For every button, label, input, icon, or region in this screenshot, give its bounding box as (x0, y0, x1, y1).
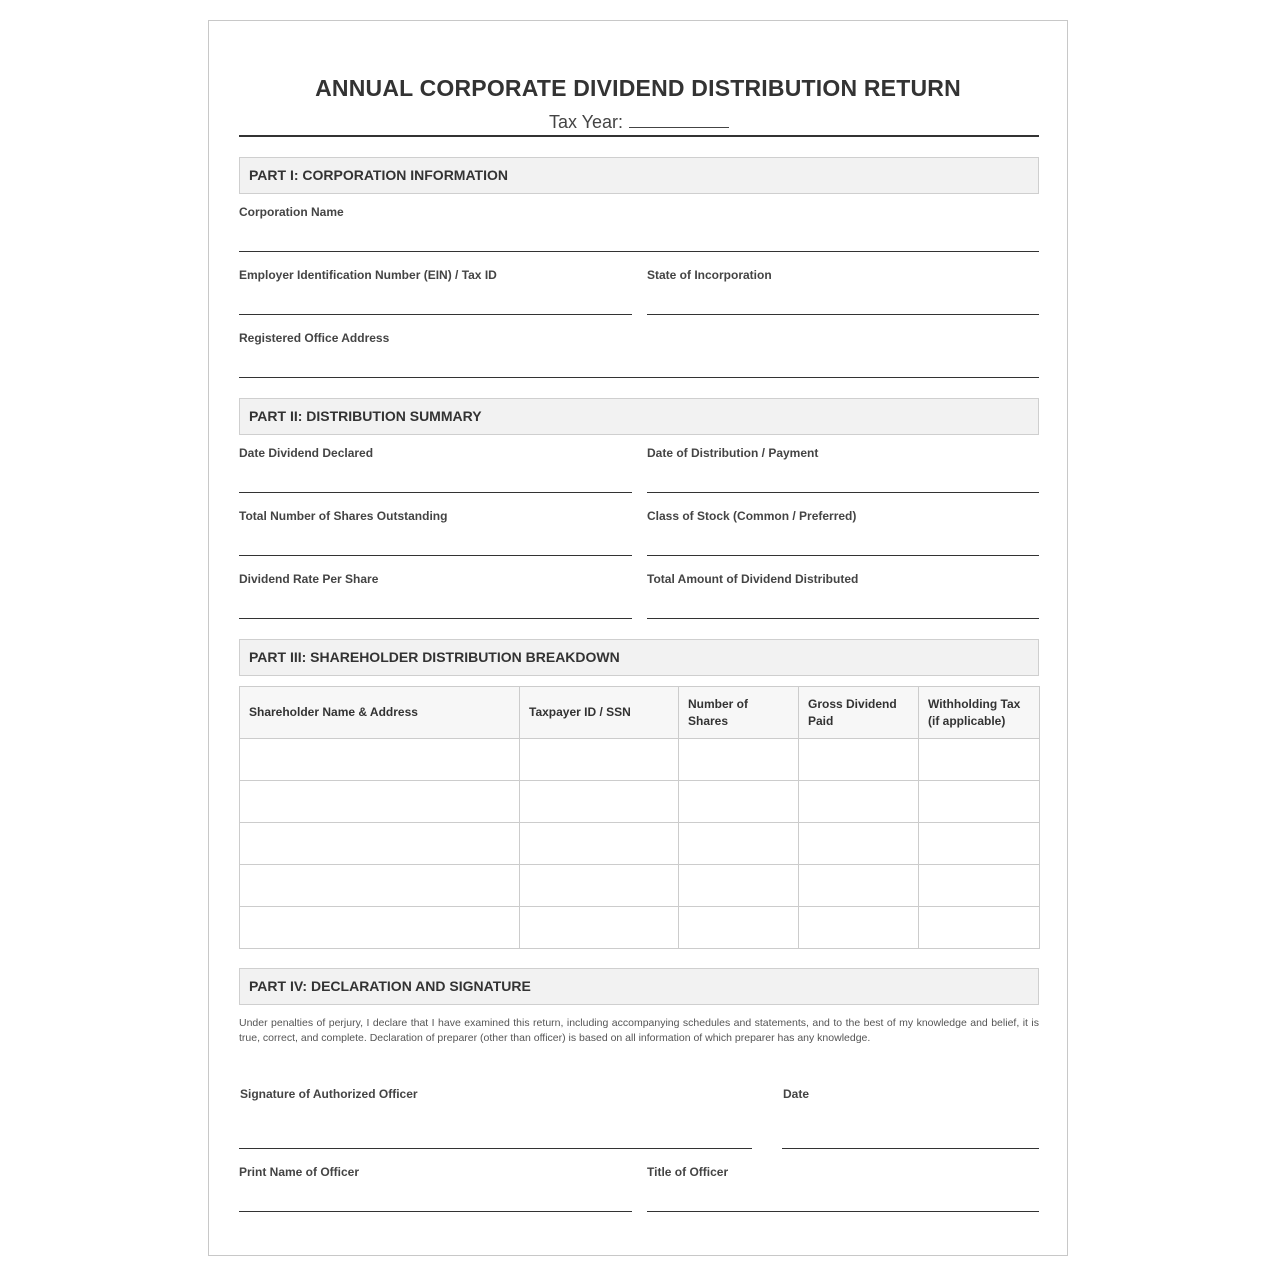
part2-heading: PART II: DISTRIBUTION SUMMARY (239, 398, 1039, 435)
table-cell[interactable] (240, 781, 520, 823)
table-cell[interactable] (799, 781, 919, 823)
table-cell[interactable] (520, 739, 679, 781)
declaration-text: Under penalties of perjury, I declare that I have examined this return, including accompanying schedules and statements, and to the best of my knowledge and belief, it is true, correct, and complete. Declaration of preparer (other than officer) is based on all information of which preparer has any knowledge. (239, 1017, 1039, 1044)
table-cell[interactable] (240, 907, 520, 949)
part3-heading: PART III: SHAREHOLDER DISTRIBUTION BREAKDOWN (239, 639, 1039, 676)
form-page (208, 20, 1068, 1256)
print-name-input-line[interactable] (239, 1211, 632, 1212)
shares-outstanding-label: Total Number of Shares Outstanding (239, 509, 448, 523)
dividend-rate-label: Dividend Rate Per Share (239, 572, 379, 586)
print-name-label: Print Name of Officer (239, 1165, 360, 1179)
table-cell[interactable] (520, 781, 679, 823)
address-input-line[interactable] (239, 377, 1039, 378)
table-cell[interactable] (919, 823, 1040, 865)
date-declared-input-line[interactable] (239, 492, 632, 493)
table-cell[interactable] (679, 823, 799, 865)
col-number-of-shares: Number of Shares (679, 687, 799, 739)
corp-name-input-line[interactable] (239, 251, 1039, 252)
header-divider (239, 135, 1039, 137)
table-cell[interactable] (799, 823, 919, 865)
table-cell[interactable] (919, 907, 1040, 949)
table-cell[interactable] (919, 781, 1040, 823)
corp-name-label: Corporation Name (239, 205, 344, 219)
date-declared-label: Date Dividend Declared (239, 446, 374, 460)
form-title: ANNUAL CORPORATE DIVIDEND DISTRIBUTION RETURN (315, 75, 961, 101)
table-row (240, 865, 1040, 907)
col-shareholder-name: Shareholder Name & Address (240, 687, 520, 739)
part1-heading: PART I: CORPORATION INFORMATION (239, 157, 1039, 194)
table-cell[interactable] (679, 781, 799, 823)
stock-class-label: Class of Stock (Common / Preferred) (647, 509, 857, 523)
officer-title-label: Title of Officer (647, 1165, 729, 1179)
state-input-line[interactable] (647, 314, 1039, 315)
officer-title-input-line[interactable] (647, 1211, 1039, 1212)
table-cell[interactable] (799, 739, 919, 781)
table-cell[interactable] (240, 739, 520, 781)
table-cell[interactable] (919, 739, 1040, 781)
signature-date-input-line[interactable] (782, 1148, 1039, 1149)
col-withholding-tax: Withholding Tax (if applicable) (919, 687, 1040, 739)
table-row (240, 739, 1040, 781)
table-cell[interactable] (520, 823, 679, 865)
col-taxpayer-id: Taxpayer ID / SSN (520, 687, 679, 739)
table-cell[interactable] (799, 865, 919, 907)
table-cell[interactable] (520, 907, 679, 949)
table-cell[interactable] (679, 907, 799, 949)
state-label: State of Incorporation (647, 268, 772, 282)
table-header-row (240, 687, 1040, 739)
table-cell[interactable] (520, 865, 679, 907)
table-row (240, 781, 1040, 823)
table-row (240, 907, 1040, 949)
signature-input-line[interactable] (239, 1148, 752, 1149)
total-amount-label: Total Amount of Dividend Distributed (647, 572, 859, 586)
shareholder-table (239, 686, 1040, 949)
tax-year-input-line[interactable] (629, 113, 729, 128)
table-cell[interactable] (240, 865, 520, 907)
table-cell[interactable] (679, 865, 799, 907)
tax-year-field (549, 112, 749, 133)
stock-class-input-line[interactable] (647, 555, 1039, 556)
table-cell[interactable] (919, 865, 1040, 907)
ein-input-line[interactable] (239, 314, 632, 315)
table-row (240, 823, 1040, 865)
signature-date-label: Date (783, 1087, 810, 1101)
tax-year-label: Tax Year: (549, 112, 624, 132)
table-cell[interactable] (799, 907, 919, 949)
ein-label: Employer Identification Number (EIN) / Tax ID (239, 268, 497, 282)
total-amount-input-line[interactable] (647, 618, 1039, 619)
date-distribution-input-line[interactable] (647, 492, 1039, 493)
signature-label: Signature of Authorized Officer (240, 1087, 418, 1101)
shares-outstanding-input-line[interactable] (239, 555, 632, 556)
date-distribution-label: Date of Distribution / Payment (647, 446, 819, 460)
part4-heading: PART IV: DECLARATION AND SIGNATURE (239, 968, 1039, 1005)
table-cell[interactable] (679, 739, 799, 781)
dividend-rate-input-line[interactable] (239, 618, 632, 619)
table-cell[interactable] (240, 823, 520, 865)
address-label: Registered Office Address (239, 331, 390, 345)
col-gross-dividend: Gross Dividend Paid (799, 687, 919, 739)
